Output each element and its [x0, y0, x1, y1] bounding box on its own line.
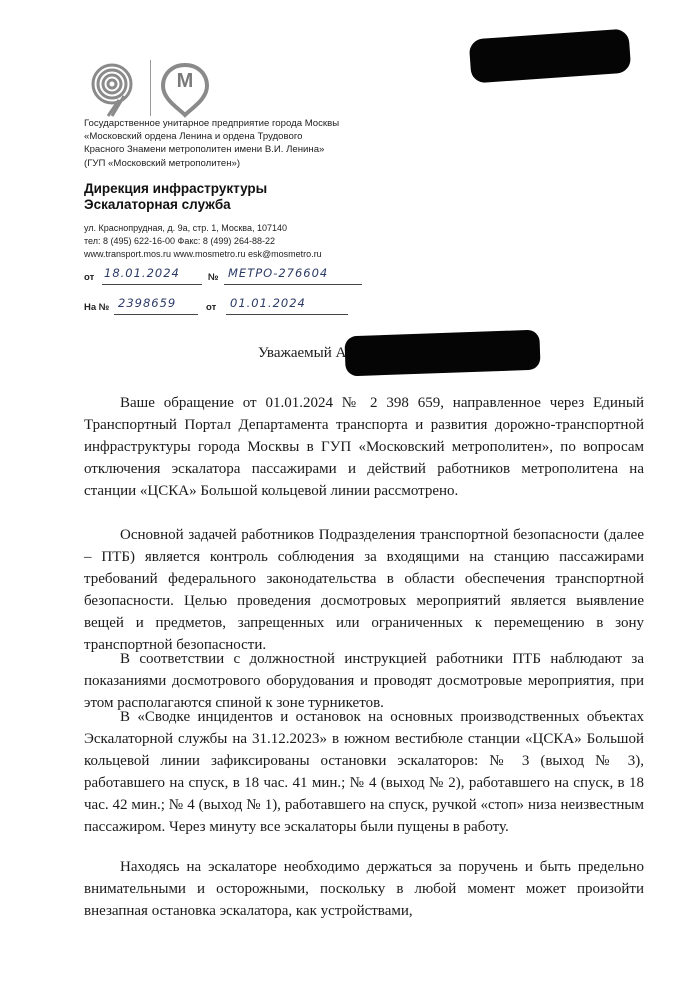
org-line: Государственное унитарное предприятие города Москвы	[84, 118, 340, 129]
ref-underline	[114, 314, 198, 315]
date-underline	[102, 284, 202, 285]
metro-logo-letter: М	[176, 70, 194, 92]
body-paragraph: Основной задачей работников Подразделения транспортной безопасности (далее – ПТБ) является контроль соблюдения за входящими на станцию пассажирами требований федерального законодательства в области обеспечения транспортной безопасности. Целью проведения досмотровых мероприятий является выявление вещей и предметов, запрещенных или ограниченных к перемещению в зону транспортной безопасности.	[84, 527, 644, 653]
reference-registration	[84, 296, 364, 316]
reference-number: 2398659	[118, 296, 177, 310]
organization-name	[84, 117, 339, 170]
redacted-name	[344, 330, 540, 377]
outgoing-number: МЕТРО-276604	[228, 266, 329, 280]
outgoing-registration	[84, 266, 364, 286]
number-label: №	[208, 272, 219, 283]
ref-date-label: от	[206, 302, 217, 313]
outgoing-date: 18.01.2024	[104, 266, 180, 280]
ref-label: На №	[84, 302, 110, 313]
dept-line: Эскалаторная служба	[84, 197, 231, 212]
department-name	[84, 181, 267, 213]
org-line: (ГУП «Московский метрополитен»)	[84, 157, 241, 169]
reference-date: 01.01.2024	[230, 296, 306, 310]
logo-divider	[150, 60, 151, 116]
redacted-addressee	[469, 28, 632, 83]
metro-logo	[160, 62, 210, 118]
address: ул. Краснопрудная, д. 9а, стр. 1, Москва, 107140	[84, 223, 288, 233]
number-underline	[224, 284, 362, 285]
greeting: Уважаемый А	[258, 345, 347, 361]
body-paragraph: Находясь на эскалаторе необходимо держаться за поручень и быть предельно внимательными и осторожными, поскольку в любой момент может произойти внезапная остановка эскалатора, как устройствами,	[84, 859, 644, 919]
org-line: «Московский ордена Ленина и ордена Трудового	[84, 131, 303, 143]
body-paragraph: Ваше обращение от 01.01.2024 № 2 398 659, направленное через Единый Транспортный Портал Департамента транспорта и развития дорожно-транспортной инфраструктуры города Москвы в ГУП «Московский метрополитен», по вопросам отключения эскалатора пассажирами и действий работников метрополитена на станции «ЦСКА» Большой кольцевой линии рассмотрено.	[84, 395, 644, 499]
body-paragraph: В соответствии с должностной инструкцией работники ПТБ наблюдают за показаниями досмотрового оборудования и проводят досмотровые мероприятия, при этом располагаются спиной к зоне турникетов.	[84, 651, 644, 711]
org-line: Красного Знамени метрополитен имени В.И. Ленина»	[84, 144, 325, 156]
dept-line: Дирекция инфраструктуры	[84, 181, 268, 196]
from-label: от	[84, 272, 95, 283]
contact-info	[84, 222, 322, 261]
ref-date-underline	[226, 314, 348, 315]
websites-email: www.transport.mos.ru www.mosmetro.ru esk@mosmetro.ru	[84, 249, 322, 259]
phone-fax: тел: 8 (495) 622-16-00 Факс: 8 (499) 264-88-22	[84, 236, 275, 246]
body-paragraph: В «Сводке инцидентов и остановок на основных производственных объектах Эскалаторной службы на 31.12.2023» в южном вестибюле станции «ЦСКА» Большой кольцевой линии зафиксированы остановки эскалаторов: № 3 (выход № 3), работавшего на спуск, в 18 час. 41 мин.; № 4 (выход № 2), работавшего на спуск, в 18 час. 42 мин.; № 4 (выход № 1), работавшего на спуск, ручкой «стоп» низа неизвестным пассажиром. Через минуту все эскалаторы были пущены в работу.	[84, 709, 644, 835]
